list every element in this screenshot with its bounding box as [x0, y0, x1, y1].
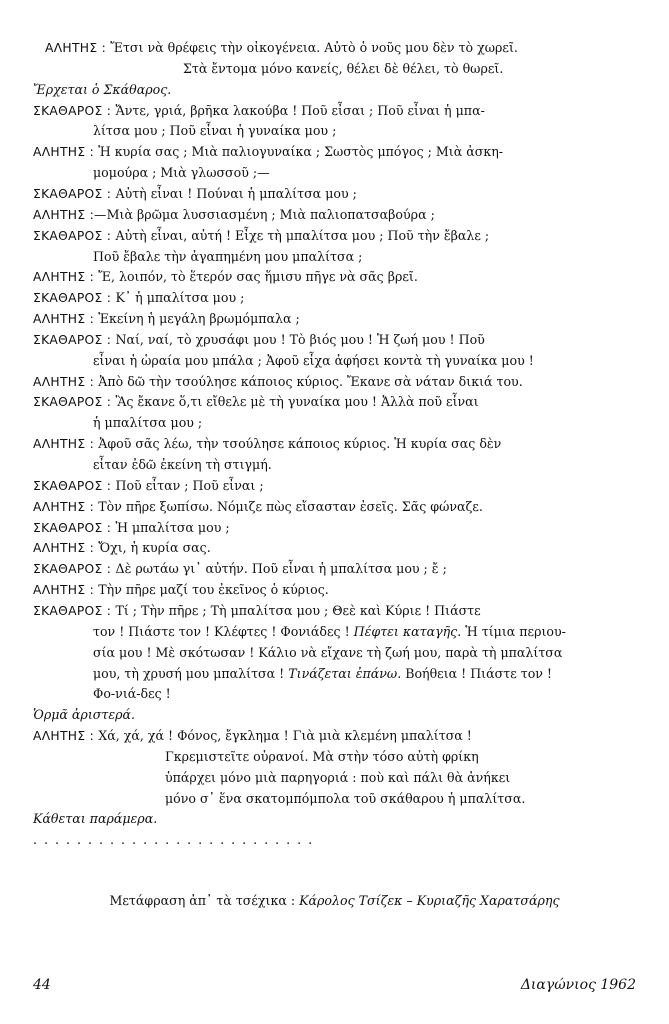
stage-direction-text: Ἔρχεται ὁ Σκάθαρος.	[33, 81, 172, 97]
dialogue-text: Τὸν πῆρε ξωπίσω. Νόμιζε πὼς εἴσασταν ἐσεῖς. Σᾶς φώναζε.	[98, 498, 483, 514]
play-line	[33, 538, 211, 558]
dialogue-text: Ποῦ ἔβαλε τὴν ἀγαπημένη μου μπαλίτσα ;	[93, 248, 363, 264]
stage-direction-text: Κάθεται παράμερα.	[33, 811, 158, 827]
speaker-name: ΑΛΗΤΗΣ :	[33, 270, 99, 285]
play-line	[93, 664, 552, 684]
dialogue-text: . . . . . . . . . . . . . . . . . . . . . . . . . .	[33, 832, 314, 848]
stage-direction-text: Ὁρμᾶ ἀριστερά.	[33, 707, 135, 723]
dialogue-text: Ἀπὸ δῶ τὴν τσούλησε κάποιος κύριος. Ἔκανε σὰ νάταν δικιά του.	[98, 373, 523, 389]
play-line	[93, 413, 202, 433]
play-line	[33, 726, 472, 746]
speaker-name: ΑΛΗΤΗΣ :	[33, 583, 99, 598]
dialogue-text: Ἐκείνη ἡ μεγάλη βρωμόμπαλα ;	[98, 311, 300, 327]
dialogue-text: Ὄχι, ἡ κυρία σας.	[98, 540, 211, 556]
play-line	[33, 330, 485, 350]
dialogue-text: Ναί, ναί, τὸ χρυσάφι μου ! Τὸ βιός μου ! Ἡ ζωή μου ! Ποῦ	[115, 331, 485, 347]
speaker-name: ΑΛΗΤΗΣ :	[33, 437, 99, 452]
play-line	[33, 497, 483, 517]
dialogue-text: Ἡ τίμια περιου-	[461, 623, 566, 639]
speaker-name: ΣΚΑΘΑΡΟΣ :	[33, 332, 116, 347]
dialogue-text: Ἂς ἔκανε ὅ,τι εἴθελε μὲ τὴ γυναίκα μου ! Ἀλλὰ ποῦ εἶναι	[115, 394, 479, 410]
dialogue-text: Γκρεμιστεῖτε οὐρανοί. Μὰ στὴν τόσο αὐτὴ φρίκη	[165, 748, 479, 764]
play-line	[93, 455, 272, 475]
speaker-name: ΣΚΑΘΑΡΟΣ :	[33, 291, 116, 306]
speaker-name: ΣΚΑΘΑΡΟΣ :	[33, 603, 116, 618]
dialogue-text: Τὴν πῆρε μαζί του ἐκεῖνος ὁ κύριος.	[98, 582, 329, 598]
dialogue-text: Βοήθεια ! Πιάστε τον !	[401, 665, 552, 681]
play-line	[93, 121, 336, 141]
play-line	[33, 226, 489, 246]
speaker-name: ΣΚΑΘΑΡΟΣ :	[33, 186, 116, 201]
play-line	[33, 518, 230, 538]
speaker-name: ΣΚΑΘΑΡΟΣ :	[33, 395, 116, 410]
dialogue-text: Στὰ ἔντομα μόνο κανείς, θέλει δὲ θέλει, τὸ θωρεῖ.	[183, 60, 504, 76]
speaker-name: ΑΛΗΤΗΣ :	[33, 312, 99, 327]
stage-direction-text: Πέφτει καταγῆς.	[353, 623, 462, 639]
dialogue-text: Μιὰ βρῶμα λυσσιασμένη ; Μιὰ παλιοπατσαβούρα ;	[106, 206, 435, 222]
play-line	[93, 351, 534, 371]
stage-direction	[33, 80, 171, 100]
dialogue-text: Ἔτσι νὰ θρέφεις τὴν οἰκογένεια. Αὐτὸ ὁ νοῦς μου δὲν τὸ χωρεῖ.	[110, 40, 518, 55]
dialogue-text: ἡ μπαλίτσα μου ;	[93, 415, 203, 431]
speaker-name: ΣΚΑΘΑΡΟΣ :	[33, 228, 116, 243]
speaker-name: ΣΚΑΘΑΡΟΣ :	[33, 562, 116, 577]
play-line	[93, 643, 562, 663]
dialogue-text: Αὐτὴ εἶναι, αὐτή ! Εἶχε τὴ μπαλίτσα μου ; Ποῦ τὴν ἔβαλε ;	[115, 227, 490, 243]
play-line	[33, 392, 479, 412]
dialogue-text: εἶταν ἐδῶ ἐκείνη τὴ στιγμή.	[93, 457, 272, 472]
issue-label: Διαγώνιος 1962	[520, 977, 636, 993]
speaker-name: ΑΛΗΤΗΣ :	[33, 729, 99, 744]
play-line	[33, 580, 329, 600]
stage-direction	[33, 809, 157, 829]
speaker-name: ΑΛΗΤΗΣ :	[45, 41, 111, 55]
dialogue-text: Ἄντε, γριά, βρῆκα λακούβα ! Ποῦ εἶσαι ; Ποῦ εἶναι ἡ μπα-	[115, 102, 485, 118]
speaker-name: ΑΛΗΤΗΣ :	[33, 541, 99, 556]
play-line	[93, 622, 566, 642]
dialogue-text: Ἡ μπαλίτσα μου ;	[115, 519, 230, 535]
credit-prefix: Μετάφραση ἀπ᾽ τὰ τσέχικα :	[109, 893, 300, 908]
dialogue-text: Τί ; Τὴν πῆρε ; Τὴ μπαλίτσα μου ; Θεὲ καὶ Κύριε ! Πιάστε	[115, 602, 481, 618]
play-line	[33, 267, 418, 287]
play-line	[33, 184, 357, 204]
play-line	[33, 205, 435, 225]
dialogue-text: Ἔ, λοιπόν, τὸ ἕτερόν σας ἥμισυ πῆγε νὰ σᾶς βρεῖ.	[98, 269, 418, 285]
stage-direction-text: Τινάζεται ἐπάνω.	[288, 665, 402, 681]
speaker-name: ΑΛΗΤΗΣ :	[33, 145, 99, 160]
play-line	[93, 163, 270, 183]
translators: Κάρολος Τσίζεκ – Κυριαζῆς Χαρατσάρης	[299, 893, 560, 908]
dialogue-text: Δὲ ρωτάω γι᾽ αὐτήν. Ποῦ εἶναι ἡ μπαλίτσα μου ; ἔ ;	[115, 561, 447, 577]
speaker-name: ΑΛΗΤΗΣ :	[33, 499, 99, 514]
dialogue-text: Αὐτὴ εἶναι ! Πούναι ἡ μπαλίτσα μου ;	[115, 185, 357, 201]
play-line	[45, 38, 518, 58]
play-line	[33, 476, 264, 496]
play-line	[33, 142, 503, 162]
dialogue-text: λίτσα μου ; Ποῦ εἶναι ἡ γυναίκα μου ;	[93, 123, 337, 139]
dialogue-text: μόνο σ᾽ ἕνα σκατομπόμπολα τοῦ σκάθαρου ἡ μπαλίτσα.	[165, 790, 526, 806]
speaker-name: ΣΚΑΘΑΡΟΣ :	[33, 478, 116, 493]
play-line	[33, 101, 485, 121]
dialogue-text: εἶναι ἡ ὡραία μου μπάλα ; Ἀφοῦ εἶχα ἀφήσει κοντὰ τὴ γυναίκα μου !	[93, 352, 534, 368]
play-line	[33, 434, 501, 454]
dialogue-text: Ποῦ εἶταν ; Ποῦ εἶναι ;	[115, 477, 264, 493]
page-number: 44	[33, 977, 51, 993]
dialogue-text: Ἡ κυρία σας ; Μιὰ παλιογυναίκα ; Σωστὸς μπόγος ; Μιὰ ἀσκη-	[98, 144, 504, 160]
play-line	[165, 768, 510, 788]
play-line	[33, 830, 314, 850]
play-line	[33, 601, 481, 621]
play-line	[93, 247, 362, 267]
play-line	[165, 747, 479, 767]
dialogue-text: τον ! Πιάστε τον ! Κλέφτες ! Φονιάδες !	[93, 623, 354, 639]
play-line	[183, 59, 503, 79]
play-line	[33, 372, 523, 392]
play-line	[33, 309, 300, 329]
play-line	[33, 288, 244, 308]
dialogue-text: Φο-νιά-δες !	[93, 686, 171, 702]
speaker-name: ΣΚΑΘΑΡΟΣ :	[33, 520, 116, 535]
translation-credit	[0, 891, 669, 911]
play-line	[93, 684, 171, 704]
dialogue-text: Χά, χά, χά ! Φόνος, ἔγκλημα ! Γιὰ μιὰ κλεμένη μπαλίτσα !	[98, 728, 472, 744]
speaker-name: ΑΛΗΤΗΣ :—	[33, 207, 107, 222]
stage-direction	[33, 705, 135, 725]
speaker-name: ΣΚΑΘΑΡΟΣ :	[33, 103, 116, 118]
dialogue-text: Ἀφοῦ σᾶς λέω, τὴν τσούλησε κάποιος κύριος. Ἡ κυρία σας δὲν	[98, 436, 502, 452]
dialogue-text: μομούρα ; Μιὰ γλωσσοῦ ;—	[93, 165, 270, 181]
speaker-name: ΑΛΗΤΗΣ :	[33, 374, 99, 389]
dialogue-text: ὑπάρχει μόνο μιὰ παρηγοριά : ποὺ καὶ πάλι θὰ ἀνήκει	[165, 769, 511, 785]
play-line	[165, 789, 525, 809]
dialogue-text: σία μου ! Μὲ σκότωσαν ! Κάλιο νὰ εἴχανε τὴ ζωή μου, παρὰ τὴ μπαλίτσα	[93, 644, 563, 660]
dialogue-text: μου, τὴ χρυσή μου μπαλίτσα !	[93, 665, 289, 681]
dialogue-text: Κ᾽ ἡ μπαλίτσα μου ;	[115, 290, 245, 306]
play-line	[33, 559, 447, 579]
